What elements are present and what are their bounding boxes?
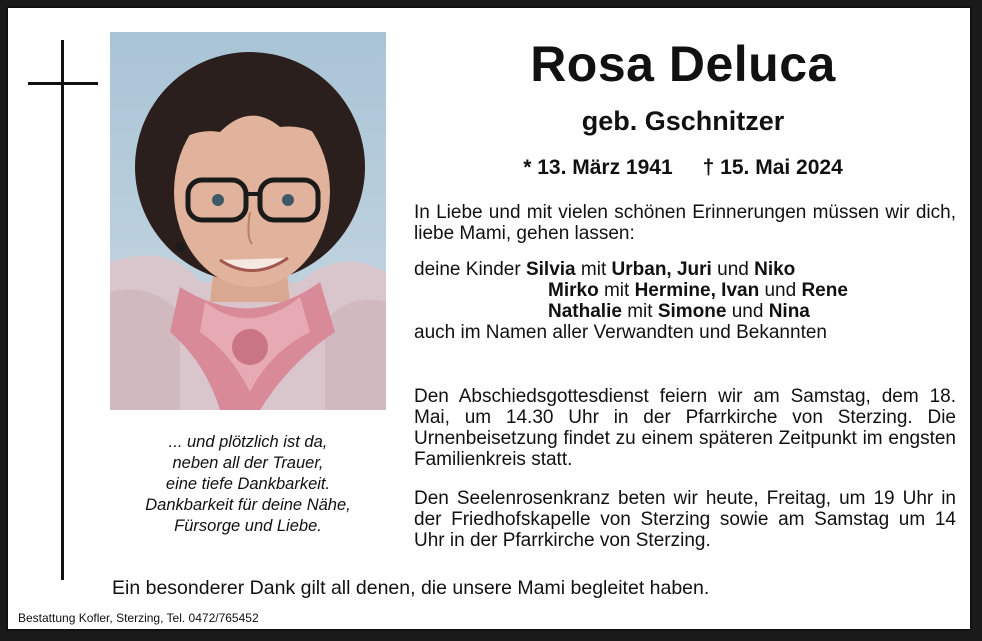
family-line: deine Kinder Silvia mit Urban, Juri und Niko [414, 259, 796, 280]
life-dates [408, 154, 958, 182]
quote-line: ... und plötzlich ist da, [168, 433, 328, 451]
deceased-name: Rosa Deluca [530, 36, 836, 92]
quote-line: Fürsorge und Liebe. [174, 517, 322, 535]
quote-line: neben all der Trauer, [172, 454, 324, 472]
maiden-name: geb. Gschnitzer [581, 106, 785, 136]
obituary-notice [6, 6, 972, 631]
cross-icon [61, 40, 64, 580]
portrait-photo [110, 32, 386, 410]
family-list [414, 259, 956, 343]
quote-line: Dankbarkeit für deine Nähe, [145, 496, 351, 514]
birth-date: * 13. März 1941 [523, 156, 673, 179]
memorial-quote [110, 432, 386, 537]
death-date: † 15. Mai 2024 [702, 156, 843, 179]
family-line: Mirko mit Hermine, Ivan und Rene [548, 280, 848, 301]
thanks-line: Ein besonderer Dank gilt all denen, die unsere Mami begleitet haben. [112, 577, 710, 599]
service-info: Den Abschiedsgottesdienst feiern wir am Samstag, dem 18. Mai, um 14.30 Uhr in der Pfarrkirche von Sterzing. Die Urnenbeisetzung findet zu einem späteren Zeitpunkt im engsten Familienkreis statt. [414, 386, 956, 470]
undertaker-info: Bestattung Kofler, Sterzing, Tel. 0472/765452 [18, 611, 259, 625]
rosary-info: Den Seelenrosenkranz beten wir heute, Freitag, um 19 Uhr in der Friedhofskapelle von Sterzing sowie am Samstag um 14 Uhr in der Pfarrkirche von Sterzing. [414, 488, 956, 551]
quote-line: eine tiefe Dankbarkeit. [165, 475, 331, 493]
family-closing: auch im Namen aller Verwandten und Bekannten [414, 322, 827, 343]
cross-icon-bar [28, 82, 98, 85]
intro-text: In Liebe und mit vielen schönen Erinnerungen müssen wir dich, liebe Mami, gehen lassen: [414, 202, 956, 244]
family-line: Nathalie mit Simone und Nina [548, 301, 810, 322]
